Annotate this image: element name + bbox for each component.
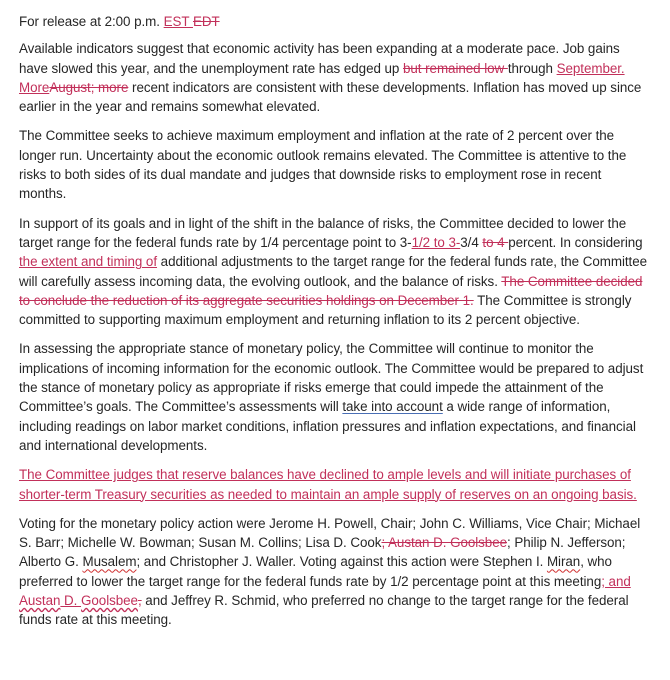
tracked-deletion[interactable]: but remained low (403, 60, 508, 76)
tracked-insertion[interactable]: September. More (19, 60, 625, 95)
tracked-insertion[interactable]: the extent and timing of (19, 254, 158, 270)
paragraph-economic-activity (19, 39, 652, 116)
text-segment: , who preferred to lower the target range for the federal funds rate by 1/2 percentage point at this meeting (19, 554, 612, 589)
text-segment: and Jeffrey R. Schmid, who preferred no change to the target range for the federal funds rate at this meeting. (19, 593, 629, 628)
text-segment: ; Philip N. Jefferson; Alberto G. (19, 535, 626, 570)
text-segment: through (507, 60, 557, 76)
paragraph-reserve-balances (19, 465, 652, 504)
statement-body (19, 39, 652, 629)
text-segment: additional adjustments to the target range for the federal funds rate, the Committee will carefully assess incoming data, the evolving outlook, and the balance of risks. (19, 254, 648, 289)
tracked-deletion[interactable]: , (137, 593, 142, 609)
tracked-insertion-spelling-flagged[interactable]: Goolsbee (81, 593, 138, 609)
text-segment: Available indicators suggest that economic activity has been expanding at a moderate pace. Job gains have slowed this year, and the unemployment rate has edged up (19, 41, 620, 76)
tracked-deletion[interactable]: to 4 (482, 234, 509, 250)
tracked-deletion[interactable]: EDT (192, 14, 220, 29)
text-segment: percent. In considering (508, 234, 643, 250)
tracked-deletion[interactable]: The Committee decided to conclude the reduction of its aggregate securities holdings on December 1. (19, 273, 643, 308)
tracked-insertion[interactable]: ; and (601, 573, 631, 589)
tracked-deletion[interactable]: ; Austan D. Goolsbee (381, 535, 507, 551)
release-line (19, 12, 652, 31)
text-segment: In assessing the appropriate stance of monetary policy, the Committee will continue to monitor the implications of incoming information for the economic outlook. The Committee would be prepared to adjust the stance of monetary policy as appropriate if risks emerge that could impede the attainment of the Committee’s goals. The Committee’s assessments will (19, 341, 644, 415)
text-segment: 3/4 (460, 234, 483, 250)
grammar-flagged-text[interactable]: take into account (342, 399, 443, 415)
text-segment: a wide range of information, including readings on labor market conditions, inflation pressures and inflation expectations, and financial and international developments. (19, 399, 636, 453)
spelling-flagged-text[interactable]: Musalem (82, 554, 137, 570)
paragraph-rate-decision (19, 214, 652, 330)
paragraph-policy-stance (19, 339, 652, 455)
text-segment: For release at 2:00 p.m. (19, 14, 164, 29)
text-segment: recent indicators are consistent with these developments. Inflation has moved up since earlier in the year and remains somewhat elevated. (19, 79, 642, 115)
spelling-flagged-text[interactable]: Miran (546, 554, 581, 570)
tracked-deletion[interactable]: August; more (49, 79, 129, 95)
tracked-insertion[interactable]: The Committee judges that reserve balances have declined to ample levels and will initiate purchases of shorter-term Treasury securities as needed to maintain an ample supply of reserves on an ongoing basis. (19, 467, 637, 502)
text-segment: ; and Christopher J. Waller. Voting against this action were Stephen I. (136, 554, 547, 570)
tracked-insertion[interactable]: 1/2 to 3- (411, 234, 461, 250)
text-segment: The Committee seeks to achieve maximum employment and inflation at the rate of 2 percent over the longer run. Uncertainty about the economic outlook remains elevated. The Committee is attentive to the risks to both sides of its dual mandate and judges that downside risks to employment rose in recent months. (19, 128, 627, 202)
tracked-insertion[interactable]: D. (60, 593, 82, 609)
tracked-insertion[interactable]: EST (163, 14, 193, 29)
text-segment: Voting for the monetary policy action were Jerome H. Powell, Chair; John C. Williams, Vice Chair; Michael S. Barr; Michelle W. Bowman; Susan M. Collins; Lisa D. Cook (19, 515, 641, 551)
text-segment: The Committee is strongly committed to supporting maximum employment and returning inflation to its 2 percent objective. (19, 292, 632, 328)
tracked-insertion-spelling-flagged[interactable]: Austan (19, 593, 61, 609)
paragraph-voting (19, 514, 652, 630)
text-segment: In support of its goals and in light of the shift in the balance of risks, the Committee decided to lower the target range for the federal funds rate by 1/4 percentage point to 3- (19, 215, 627, 250)
paragraph-committee-goals (19, 126, 652, 203)
